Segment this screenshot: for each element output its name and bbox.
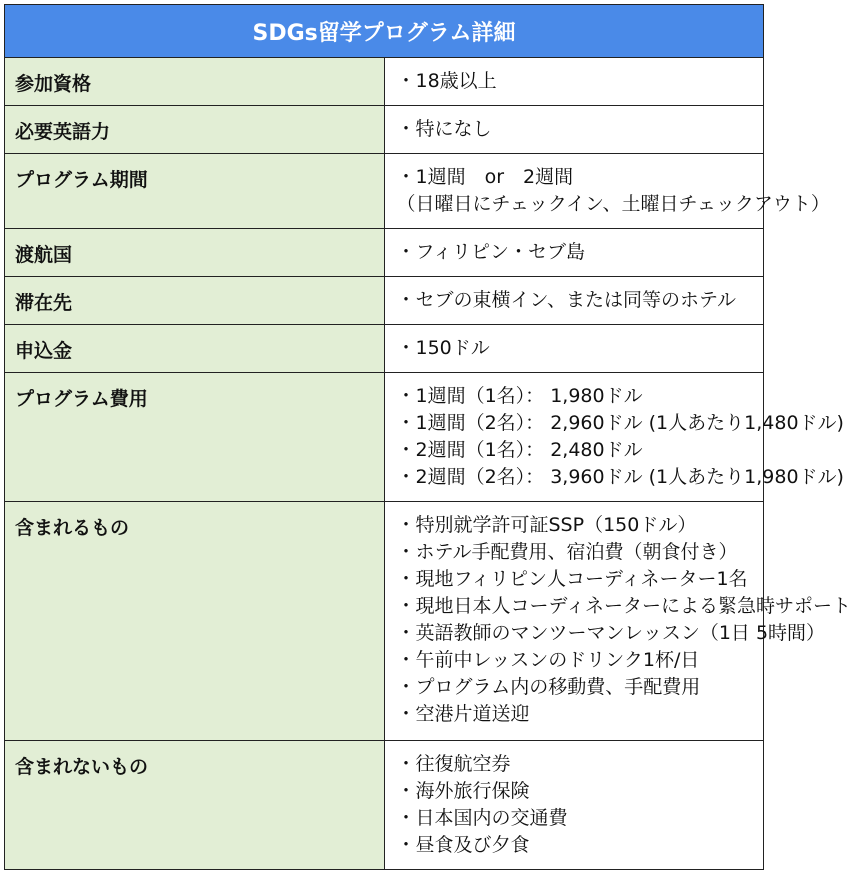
value-line: （日曜日にチェックイン、土曜日チェックアウト） [396,193,830,215]
value-line: ・1週間（2名）： 2,960ドル (1人あたり1,480ドル) [396,412,844,434]
value-line: ・2週間（2名）： 3,960ドル (1人あたり1,980ドル) [396,466,844,488]
row-label-duration: プログラム期間 [5,154,385,229]
value-line: ・ホテル手配費用、宿泊費（朝食付き） [396,541,738,563]
row-value-duration [384,154,830,229]
value-line: ・空港片道送迎 [396,703,530,725]
row-value-program-cost [384,373,844,502]
value-line: ・特別就学許可証SSP（150ドル） [396,514,697,536]
row-value-not-included [384,741,764,870]
row-label-not-included: 含まれないもの [5,741,385,870]
row-label-accommodation: 滞在先 [5,277,385,325]
table-row [5,106,764,154]
row-value-destination [384,229,764,277]
row-value-accommodation [384,277,764,325]
value-line: ・昼食及び夕食 [396,834,530,856]
table-title: SDGs留学プログラム詳細 [5,5,764,58]
value-line: ・往復航空券 [396,753,511,775]
row-value-english-level [384,106,764,154]
table-row [5,229,764,277]
value-line: ・1週間 or 2週間 [396,166,574,188]
value-line: ・英語教師のマンツーマンレッスン（1日 5時間） [396,622,826,644]
value-line: ・現地フィリピン人コーディネーター1名 [396,568,748,590]
value-line: ・150ドル [396,337,490,359]
value-line: ・セブの東横イン、または同等のホテル [396,289,737,311]
value-line: ・特になし [396,118,492,140]
row-label-included: 含まれるもの [5,502,385,741]
value-line: ・18歳以上 [396,70,497,92]
table-row [5,325,764,373]
table-row [5,373,764,502]
row-label-english-level: 必要英語力 [5,106,385,154]
row-value-eligibility [384,58,764,106]
row-value-included [384,502,851,741]
row-value-application-fee [384,325,764,373]
value-line: ・午前中レッスンのドリンク1杯/日 [396,649,700,671]
table-row [5,154,764,229]
value-line: ・1週間（1名）： 1,980ドル [396,385,643,407]
value-line: ・日本国内の交通費 [396,807,568,829]
row-label-eligibility: 参加資格 [5,58,385,106]
row-label-program-cost: プログラム費用 [5,373,385,502]
value-line: ・現地日本人コーディネーターによる緊急時サポート [396,595,851,617]
value-line: ・フィリピン・セブ島 [396,241,585,263]
row-label-application-fee: 申込金 [5,325,385,373]
table-row [5,58,764,106]
table-row [5,741,764,870]
row-label-destination: 渡航国 [5,229,385,277]
value-line: ・海外旅行保険 [396,780,530,802]
table-row [5,502,764,741]
table-row [5,277,764,325]
value-line: ・プログラム内の移動費、手配費用 [396,676,701,698]
program-details-table [4,4,851,870]
value-line: ・2週間（1名）： 2,480ドル [396,439,643,461]
